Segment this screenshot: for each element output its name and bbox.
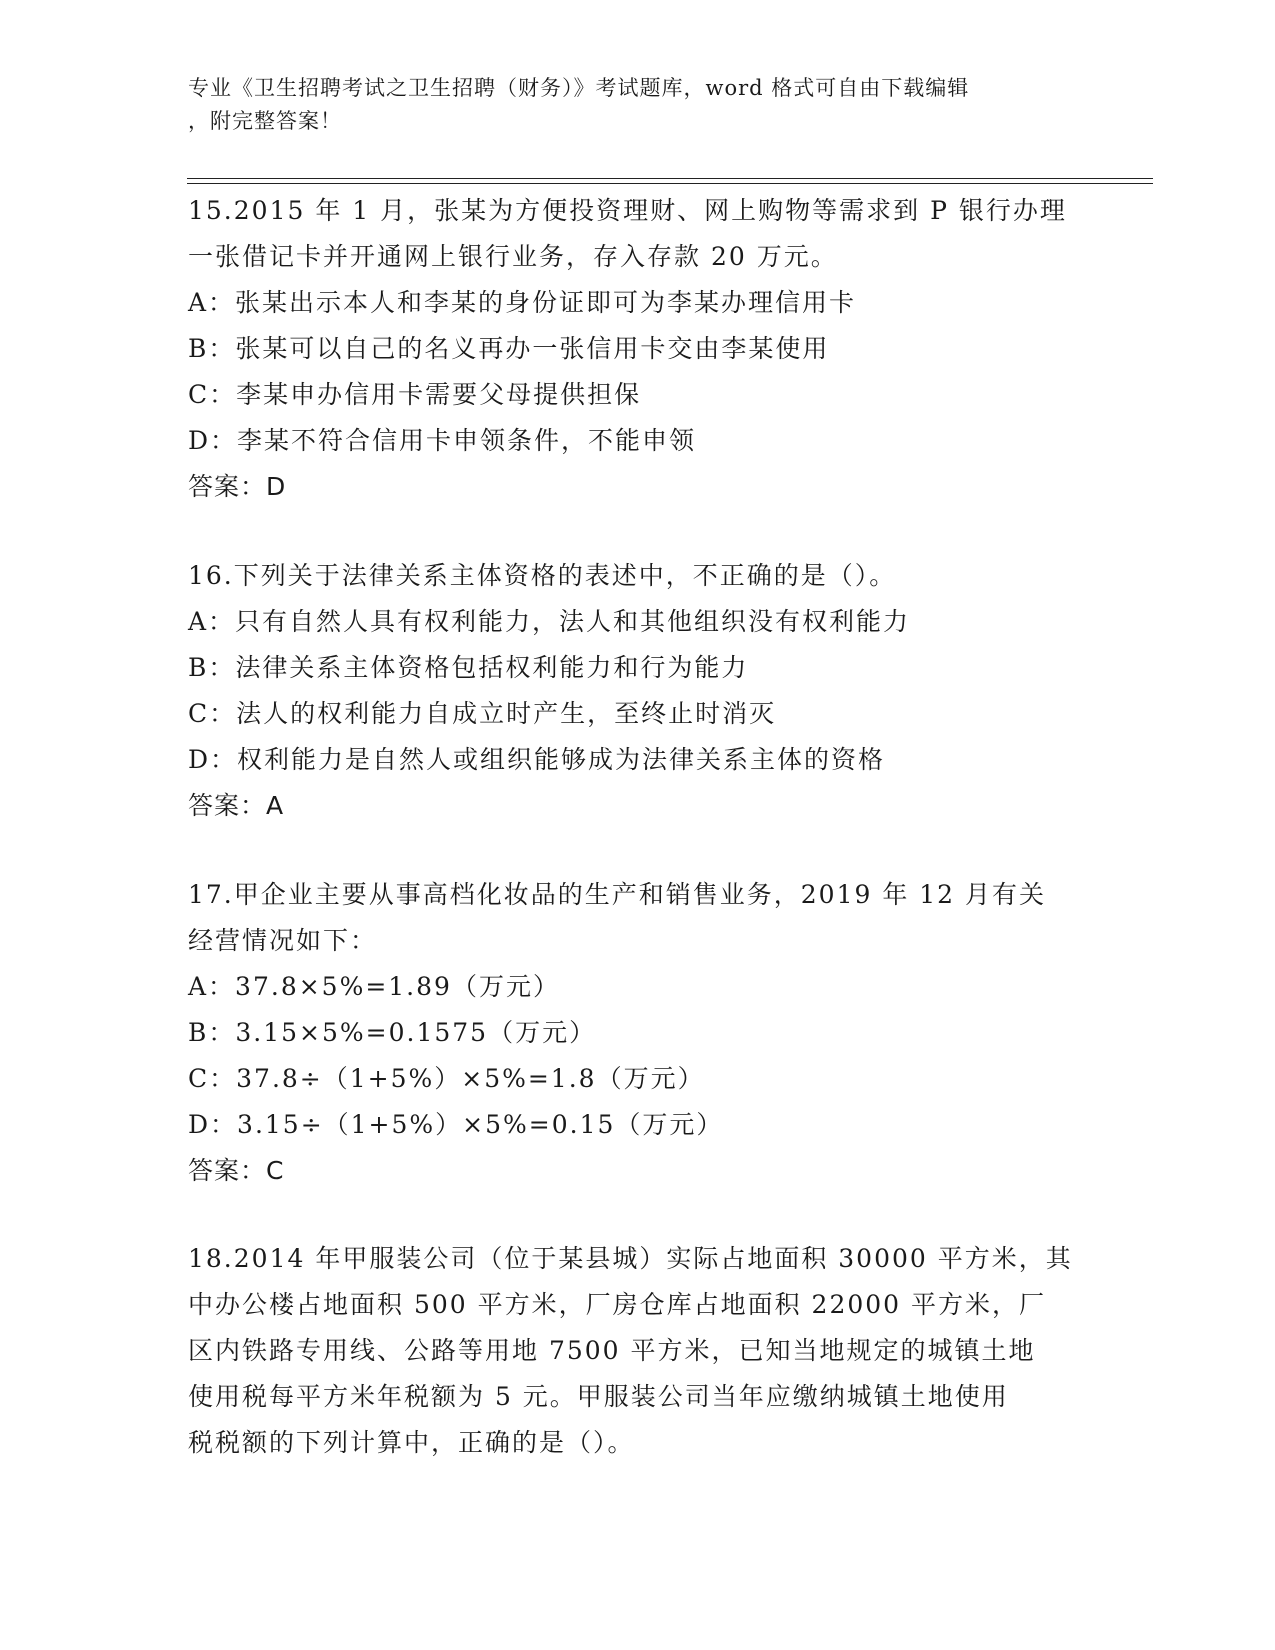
question-stem: 区内铁路专用线、公路等用地 7500 平方米，已知当地规定的城镇土地 [188, 1336, 1036, 1365]
answer: 答案：A [188, 791, 285, 820]
question-17 [188, 872, 1088, 1194]
option-a: A：只有自然人具有权利能力，法人和其他组织没有权利能力 [188, 607, 911, 636]
option-b: B：张某可以自己的名义再办一张信用卡交由李某使用 [188, 334, 830, 363]
option-b: B：法律关系主体资格包括权利能力和行为能力 [188, 653, 749, 682]
option-a: A：张某出示本人和李某的身份证即可为李某办理信用卡 [188, 288, 857, 317]
question-16 [188, 553, 1088, 829]
question-stem: 经营情况如下： [188, 926, 378, 955]
question-stem: 中办公楼占地面积 500 平方米，厂房仓库占地面积 22000 平方米，厂 [188, 1290, 1047, 1319]
header-divider-bottom [187, 183, 1153, 184]
question-stem: 一张借记卡并开通网上银行业务，存入存款 20 万元。 [188, 242, 838, 271]
option-c: C：37.8÷（1+5%）×5%=1.8（万元） [188, 1064, 705, 1093]
question-stem: 税税额的下列计算中，正确的是（）。 [188, 1428, 635, 1457]
header-divider-top [187, 178, 1153, 179]
option-c: C：法人的权利能力自成立时产生，至终止时消灭 [188, 699, 777, 728]
question-18 [188, 1236, 1088, 1466]
answer: 答案：C [188, 1156, 285, 1185]
option-d: D：李某不符合信用卡申领条件，不能申领 [188, 426, 697, 455]
question-stem: 18.2014 年甲服装公司（位于某县城）实际占地面积 30000 平方米，其 [188, 1244, 1073, 1273]
question-stem: 17.甲企业主要从事高档化妆品的生产和销售业务，2019 年 12 月有关 [188, 880, 1047, 909]
option-d: D：3.15÷（1+5%）×5%=0.15（万元） [188, 1110, 724, 1139]
question-stem: 16.下列关于法律关系主体资格的表述中，不正确的是（）。 [188, 561, 897, 590]
header-line-1: 专业《卫生招聘考试之卫生招聘（财务）》考试题库，word 格式可自由下载编辑 [188, 76, 970, 100]
question-stem: 使用税每平方米年税额为 5 元。甲服装公司当年应缴纳城镇土地使用 [188, 1382, 1009, 1411]
option-c: C：李某申办信用卡需要父母提供担保 [188, 380, 642, 409]
question-stem: 15.2015 年 1 月，张某为方便投资理财、网上购物等需求到 P 银行办理 [188, 196, 1067, 225]
document-header [188, 72, 1068, 138]
question-15 [188, 188, 1088, 510]
header-line-2: ，附完整答案！ [188, 109, 342, 133]
option-a: A：37.8×5%=1.89（万元） [188, 972, 560, 1001]
answer: 答案：D [188, 472, 287, 501]
option-d: D：权利能力是自然人或组织能够成为法律关系主体的资格 [188, 745, 886, 774]
option-b: B：3.15×5%=0.1575（万元） [188, 1018, 597, 1047]
